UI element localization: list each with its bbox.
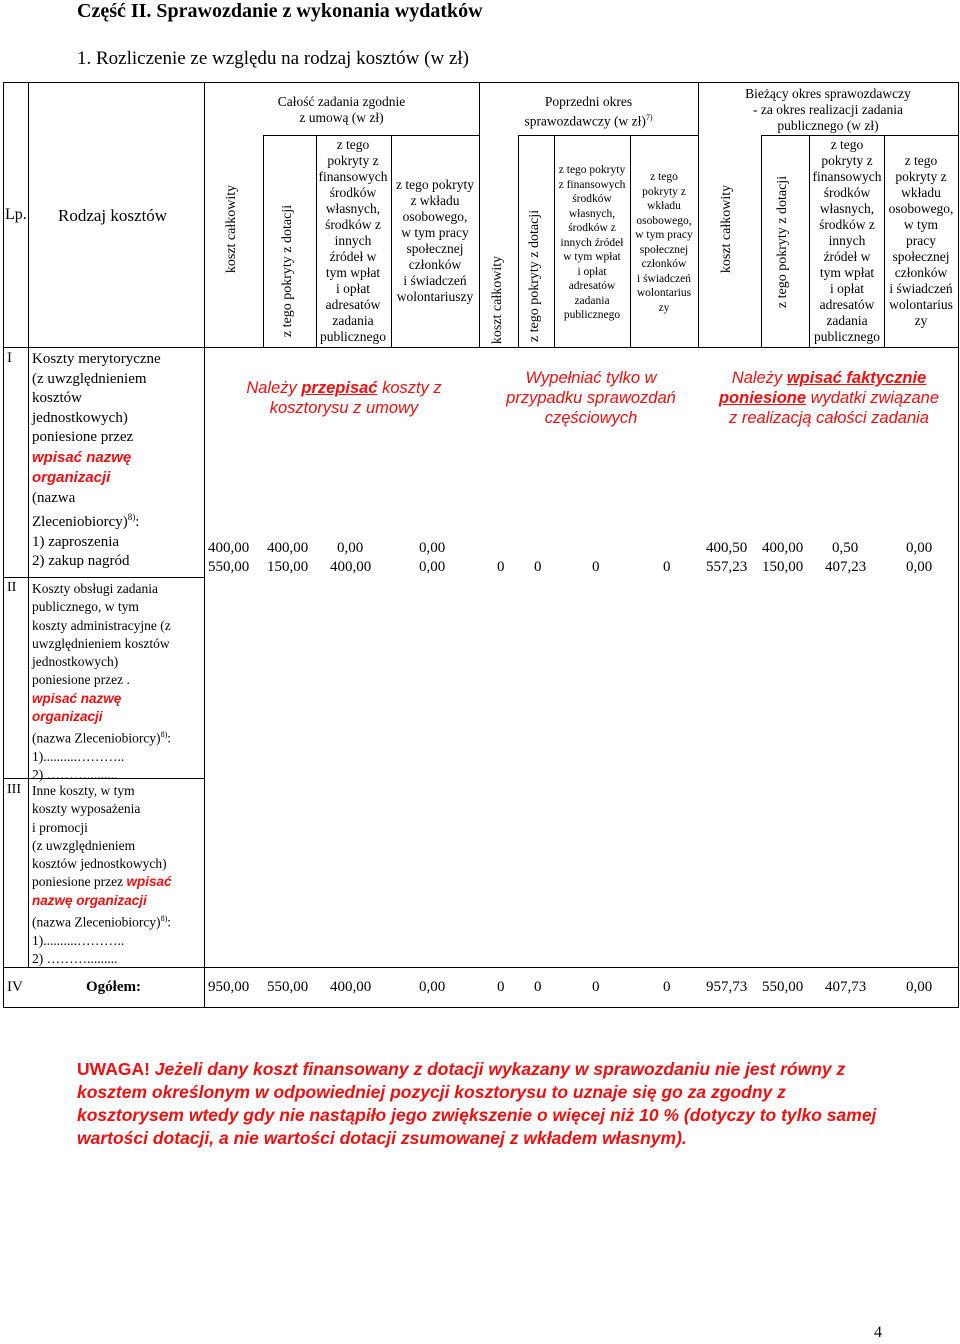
value-cell: 0 bbox=[534, 559, 542, 575]
value-cell: 400,00 bbox=[267, 540, 309, 556]
row-1-lp: I bbox=[7, 350, 12, 366]
col-g1-wlasne: z tego pokryty z finansowych środków własnych, środków z innych źródeł w tym wpłat i opłat adresatów zadania publicznego bbox=[318, 137, 388, 344]
value-cell: 0,00 bbox=[906, 559, 933, 575]
note-contract bbox=[216, 378, 472, 418]
row-3-footnote: 8) bbox=[160, 914, 168, 924]
note-previous: Wypełniać tylko w przypadku sprawozdań częściowych bbox=[506, 369, 676, 427]
total-value: 550,00 bbox=[267, 979, 309, 995]
rodzaj-header: Rodzaj kosztów bbox=[58, 206, 168, 225]
value-cell: 400,00 bbox=[208, 540, 250, 556]
group-header-current: Bieżący okres sprawozdawczy - za okres realizacji zadania publicznego (w zł) bbox=[745, 86, 911, 133]
row-2-description bbox=[32, 580, 204, 785]
value-cell: 0,00 bbox=[419, 559, 446, 575]
row-2-text-c: : 1)..........……….. 2) ………......... bbox=[32, 730, 171, 783]
row-1-text-red: wpisać nazwę organizacji bbox=[32, 448, 132, 486]
value-cell: 150,00 bbox=[762, 559, 804, 575]
value-cell: 400,00 bbox=[762, 540, 804, 556]
row-3-description bbox=[32, 782, 204, 968]
row-1-footnote: 8) bbox=[127, 512, 136, 522]
value-cell: 0 bbox=[497, 559, 505, 575]
total-value: 407,73 bbox=[825, 979, 867, 995]
lp-header: Lp. bbox=[5, 206, 27, 223]
note-current bbox=[700, 368, 958, 428]
page-title: Część II. Sprawozdanie z wykonania wydatków bbox=[77, 0, 483, 22]
warning-label: UWAGA! bbox=[77, 1059, 150, 1079]
note-contract-a: Należy bbox=[246, 379, 302, 397]
group-header-previous-footnote: 7) bbox=[645, 113, 653, 122]
value-cell: 400,50 bbox=[706, 540, 748, 556]
warning-note bbox=[77, 1058, 897, 1150]
total-value: 957,73 bbox=[706, 979, 748, 995]
col-g3-wklad: z tego pokryty z wkładu osobowego, w tym pracy społecznej członków i świadczeń wolontarius zy bbox=[888, 153, 954, 328]
value-cell: 0,00 bbox=[337, 540, 364, 556]
total-value: 0 bbox=[497, 979, 505, 995]
value-cell: 150,00 bbox=[267, 559, 309, 575]
value-cell: 0 bbox=[663, 559, 671, 575]
total-value: 0,00 bbox=[419, 979, 446, 995]
row-2-lp: II bbox=[7, 580, 17, 595]
row-3-text-red: wpisać nazwę organizacji bbox=[32, 874, 172, 908]
value-cell: 550,00 bbox=[208, 559, 250, 575]
col-koszt-calkowity-2: koszt całkowity bbox=[490, 255, 505, 345]
col-g3-wlasne: z tego pokryty z finansowych środków własnych, środków z innych źródeł w tym wpłat i opłat adresatów zadania publicznego bbox=[812, 137, 882, 344]
value-cell: 0,00 bbox=[419, 540, 446, 556]
value-cell: 0 bbox=[592, 559, 600, 575]
note-current-c: wydatki związane z realizacją całości zadania bbox=[729, 389, 940, 427]
col-z-dotacji-1: z tego pokryty z dotacji bbox=[280, 204, 295, 338]
total-lp: IV bbox=[7, 979, 23, 995]
page-number: 4 bbox=[874, 1324, 882, 1341]
total-value: 0,00 bbox=[906, 979, 933, 995]
row-1-text-c: : 1) zaproszenia 2) zakup nagród bbox=[32, 514, 140, 569]
row-2-text-b: (nazwa Zleceniobiorcy) bbox=[32, 730, 161, 746]
total-value: 950,00 bbox=[208, 979, 250, 995]
note-current-a: Należy bbox=[731, 369, 787, 387]
value-cell: 400,00 bbox=[330, 559, 372, 575]
col-koszt-calkowity-1: koszt całkowity bbox=[224, 184, 239, 274]
group-header-previous-text: Poprzedni okres sprawozdawczy (w zł) bbox=[524, 94, 646, 129]
row-2-text-a: Koszty obsługi zadania publicznego, w tym koszty administracyjne (z uwzględnieniem kosztów jednostkowych) poniesione przez . bbox=[32, 581, 171, 688]
row-3-text-a: Inne koszty, w tym koszty wyposażenia i promocji (z uwzględnieniem kosztów jednostkowych) poniesione przez bbox=[32, 783, 167, 890]
group-header-previous bbox=[479, 94, 698, 130]
value-cell: 407,23 bbox=[825, 559, 867, 575]
col-koszt-calkowity-3: koszt całkowity bbox=[719, 184, 734, 274]
section-subtitle: 1. Rozliczenie ze względu na rodzaj kosztów (w zł) bbox=[77, 48, 469, 69]
row-2-text-red: wpisać nazwę organizacji bbox=[32, 690, 122, 725]
warning-text: Jeżeli dany koszt finansowany z dotacji wykazany w sprawozdaniu nie jest równy z kosztem określonym w odpowiedniej pozycji kosztorysu to uznaje się go za zgodny z kosztorysem wtedy gdy nie nastąpiło jego zwiększenie o więcej niż 10 % (dotyczy to tylko samej wartości dotacji, a nie wartości dotacji zsumowanej z wkładem własnym). bbox=[77, 1059, 877, 1148]
col-g2-wklad: z tego pokryty z wkładu osobowego, w tym pracy społecznej członków i świadczeń wolontarius zy bbox=[635, 171, 693, 314]
col-g2-wlasne: z tego pokryty z finansowych środków własnych, środków z innych źródeł w tym wpłat i opłat adresatów zadania publicznego bbox=[558, 164, 626, 321]
row-1-text-a: Koszty merytoryczne (z uwzględnieniem kosztów jednostkowych) poniesione przez bbox=[32, 351, 161, 445]
row-3-text-b: (nazwa Zleceniobiorcy) bbox=[32, 914, 161, 930]
value-cell: 0,50 bbox=[832, 540, 859, 556]
total-label: Ogółem: bbox=[86, 979, 141, 995]
value-cell: 0,00 bbox=[906, 540, 933, 556]
total-value: 0 bbox=[534, 979, 542, 995]
col-g1-wklad: z tego pokryty z wkładu osobowego, w tym pracy społecznej członków i świadczeń wolontariuszy bbox=[396, 177, 474, 304]
note-contract-b: przepisać bbox=[301, 379, 378, 397]
total-value: 0 bbox=[592, 979, 600, 995]
row-1-description bbox=[32, 350, 204, 572]
total-value: 400,00 bbox=[330, 979, 372, 995]
col-z-dotacji-2: z tego pokryty z dotacji bbox=[527, 209, 542, 343]
note-contract-c: koszty z kosztorysu z umowy bbox=[269, 379, 442, 417]
row-3-text-c: : 1)..........……….. 2) ………......... bbox=[32, 914, 171, 967]
col-z-dotacji-3: z tego pokryty z dotacji bbox=[775, 175, 790, 309]
row-1-text-b: (nazwa Zleceniobiorcy) bbox=[32, 489, 128, 530]
note-current-b: wpisać faktycznie poniesione bbox=[718, 369, 927, 407]
row-3-lp: III bbox=[7, 782, 21, 797]
value-cell: 557,23 bbox=[706, 559, 748, 575]
row-2-footnote: 8) bbox=[160, 730, 168, 740]
total-value: 0 bbox=[663, 979, 671, 995]
total-value: 550,00 bbox=[762, 979, 804, 995]
group-header-contract: Całość zadania zgodnie z umową (w zł) bbox=[277, 94, 406, 125]
